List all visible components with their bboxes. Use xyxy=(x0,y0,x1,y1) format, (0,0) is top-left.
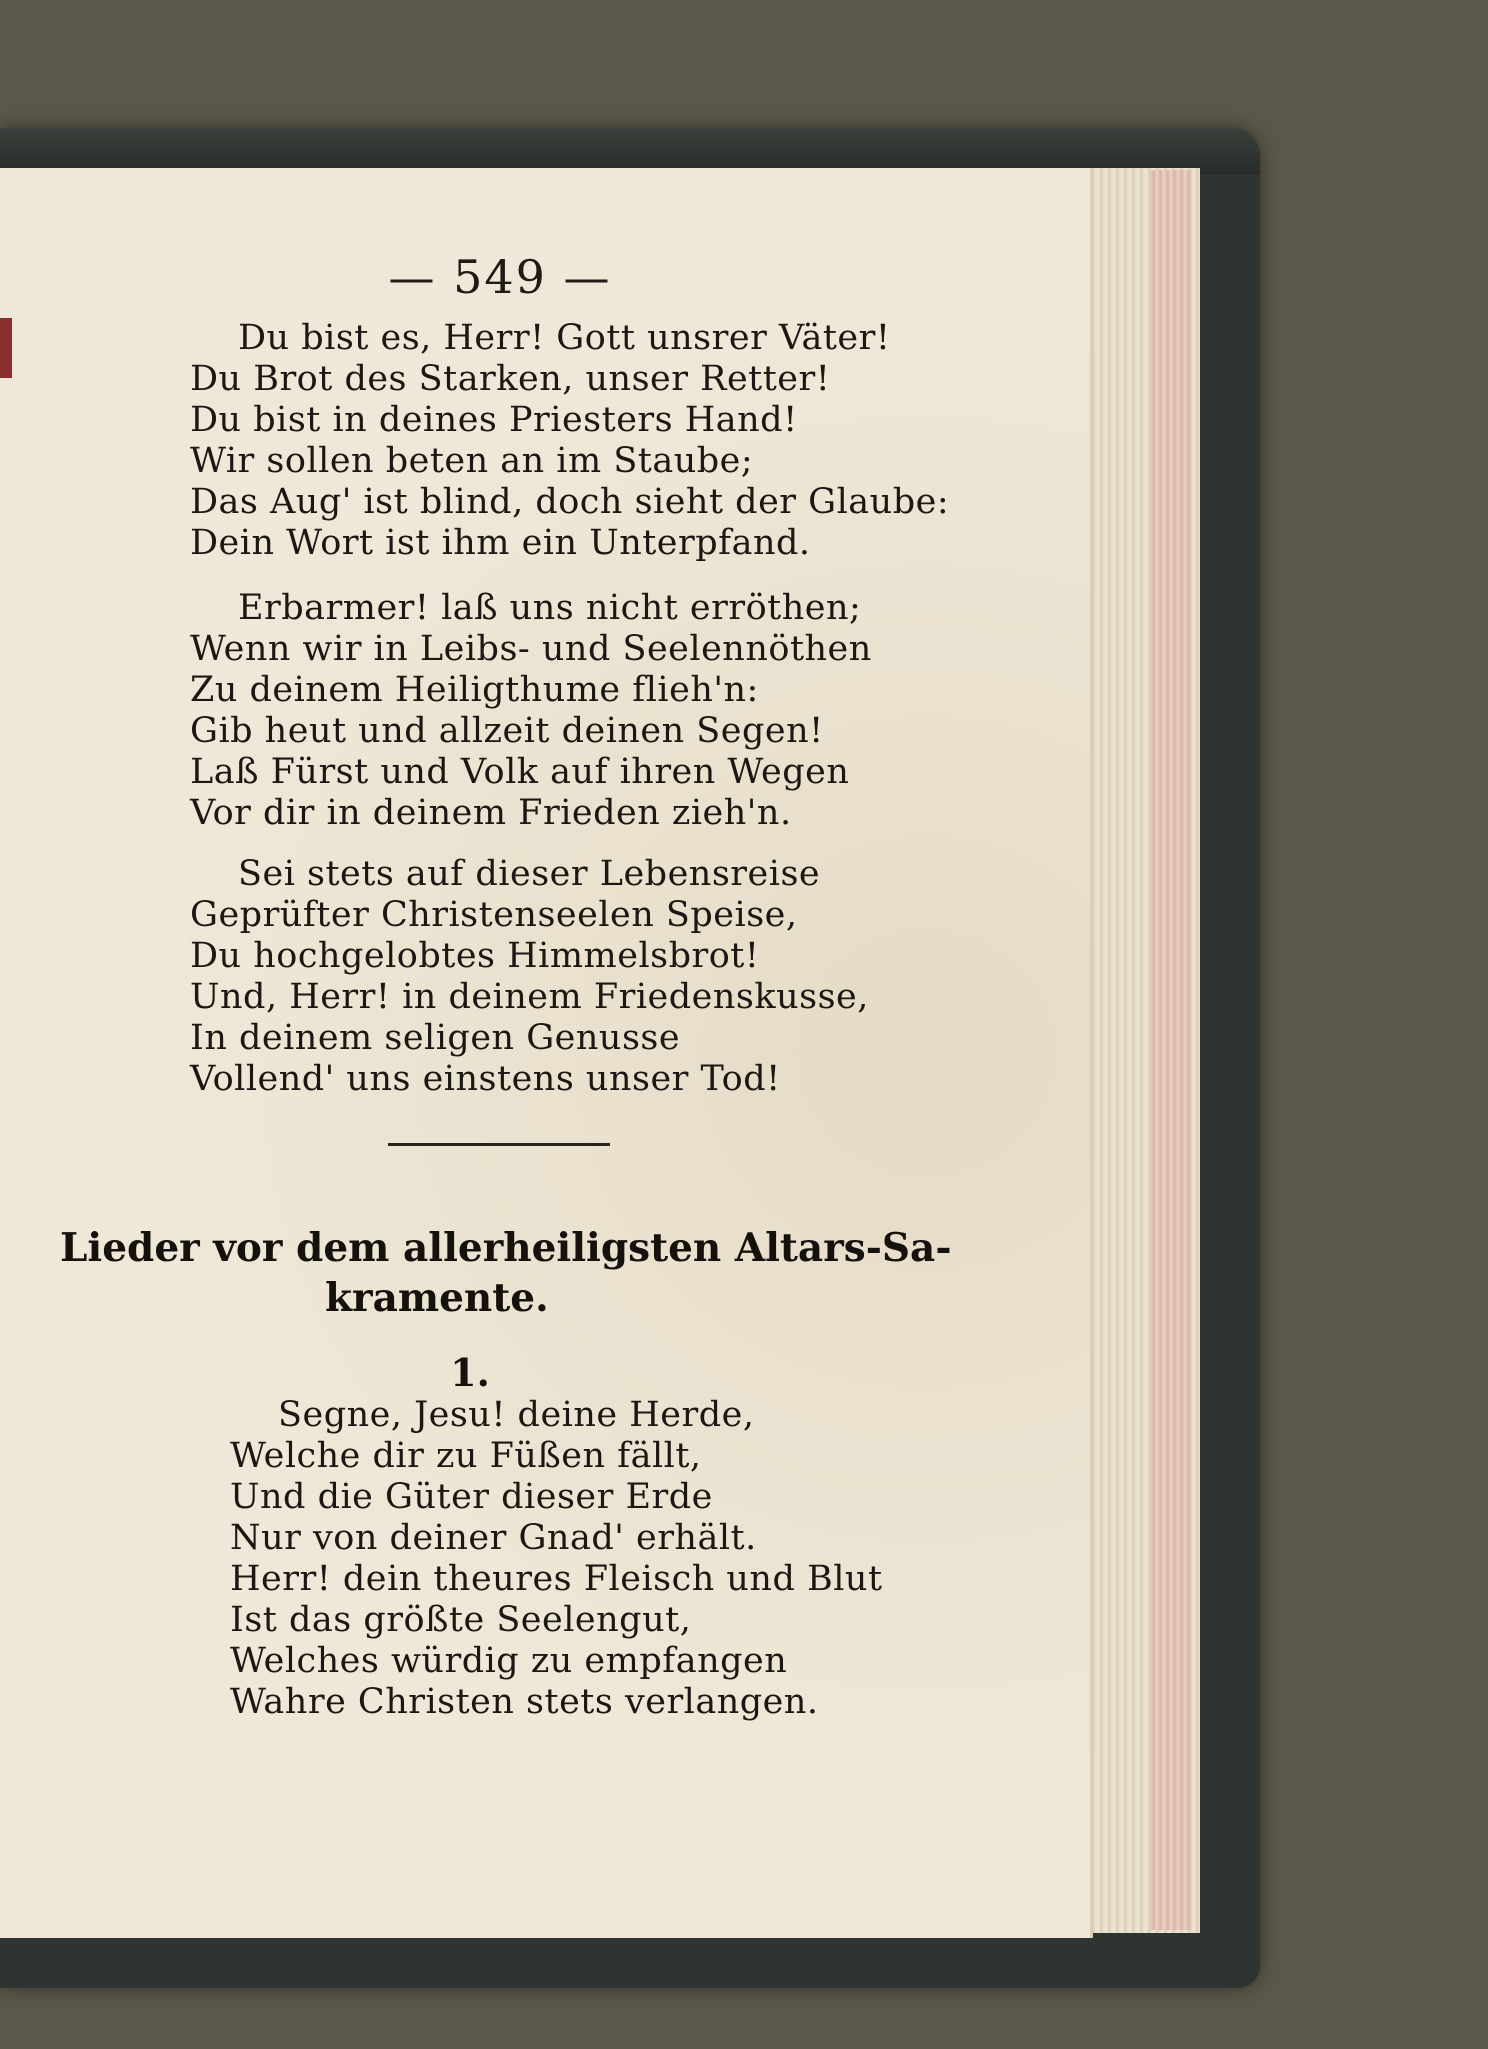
verse-line: Wir sollen beten an im Staube; xyxy=(190,441,754,481)
verse-line: Wahre Christen stets verlangen. xyxy=(230,1682,819,1722)
song-number: 1. xyxy=(450,1350,490,1395)
verse-line: Ist das größte Seelengut, xyxy=(230,1600,692,1640)
verse-line: Vor dir in deinem Frieden zieh'n. xyxy=(190,793,792,833)
section-divider xyxy=(388,1143,610,1146)
verse-line: Und, Herr! in deinem Friedenskusse, xyxy=(190,977,869,1017)
verse-line: Welche dir zu Füßen fällt, xyxy=(230,1436,702,1476)
verse-line: Welches würdig zu empfangen xyxy=(230,1641,788,1681)
stanza-3 xyxy=(190,854,869,1100)
heading-line: Lieder vor dem allerheiligsten Altars-Sa- xyxy=(60,1225,952,1271)
stanza-2 xyxy=(190,588,872,834)
verse-line: Laß Fürst und Volk auf ihren Wegen xyxy=(190,752,850,792)
verse-line: Sei stets auf dieser Lebensreise xyxy=(238,854,821,894)
verse-line: Geprüfter Christenseelen Speise, xyxy=(190,895,798,935)
verse-line: Du hochgelobtes Himmelsbrot! xyxy=(190,936,760,976)
verse-line: Du bist es, Herr! Gott unsrer Väter! xyxy=(238,318,891,358)
verse-line: Du bist in deines Priesters Hand! xyxy=(190,400,798,440)
verse-line: Erbarmer! laß uns nicht erröthen; xyxy=(238,588,862,628)
verse-line: Wenn wir in Leibs- und Seelennöthen xyxy=(190,629,872,669)
stanza-1 xyxy=(190,318,949,564)
verse-line: Vollend' uns einstens unser Tod! xyxy=(190,1059,781,1099)
verse-line: Zu deinem Heiligthume flieh'n: xyxy=(190,670,759,710)
heading-line: kramente. xyxy=(325,1275,549,1321)
verse-line: Nur von deiner Gnad' erhält. xyxy=(230,1518,757,1558)
page-edges-tinted xyxy=(1150,170,1192,1930)
section-heading xyxy=(60,1223,960,1323)
verse-line: Du Brot des Starken, unser Retter! xyxy=(190,359,831,399)
stanza-4 xyxy=(230,1395,883,1723)
verse-line: Herr! dein theures Fleisch und Blut xyxy=(230,1559,883,1599)
verse-line: Das Aug' ist blind, doch sieht der Glaube: xyxy=(190,482,950,522)
verse-line: In deinem seligen Genusse xyxy=(190,1018,681,1058)
verse-line: Dein Wort ist ihm ein Unterpfand. xyxy=(190,523,811,563)
page-number: — 549 — xyxy=(388,250,612,304)
verse-line: Segne, Jesu! deine Herde, xyxy=(278,1395,755,1435)
spine-ribbon xyxy=(0,318,12,378)
verse-line: Gib heut und allzeit deinen Segen! xyxy=(190,711,824,751)
verse-line: Und die Güter dieser Erde xyxy=(230,1477,713,1517)
